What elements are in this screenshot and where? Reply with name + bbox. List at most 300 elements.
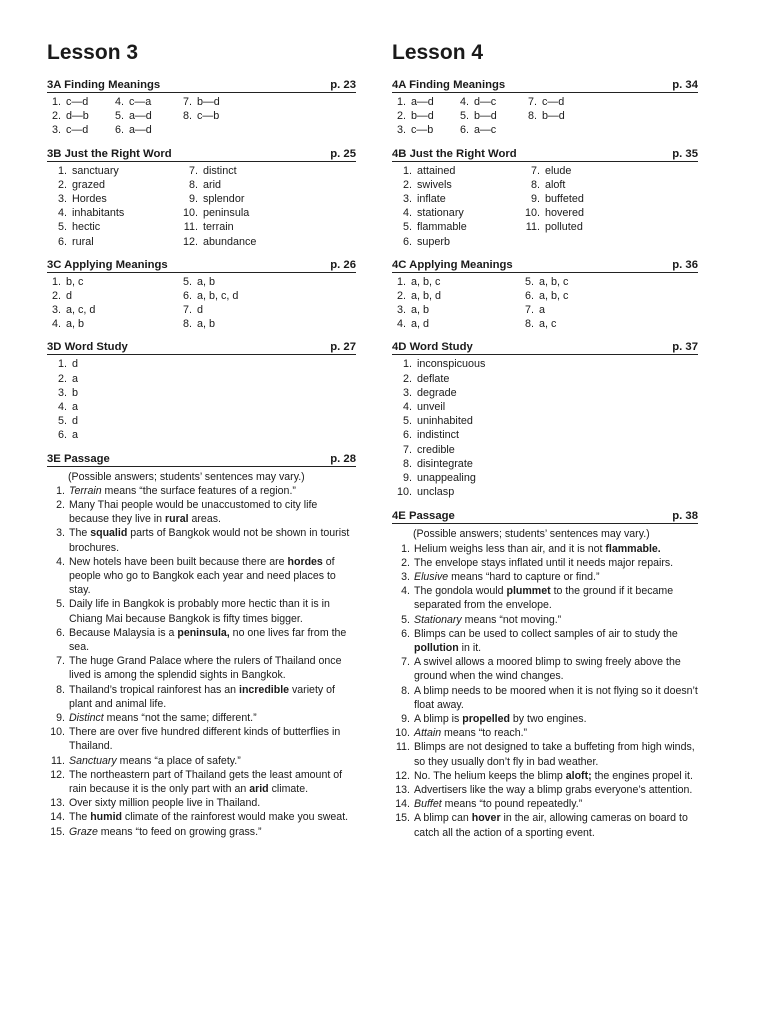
answer-text: A blimp needs to be moored when it is not flying so it doesn’t float away. [414,684,698,711]
answer-item [47,654,356,682]
answer-value: flammable [417,221,467,234]
page-reference: p. 28 [330,452,356,465]
answer-item [392,627,698,655]
answer-number: 9. [401,712,410,725]
answer-item [392,414,698,428]
answer-number: 8. [56,683,65,696]
answer-text: Thailand’s tropical rainforest has an incredible variety of plant and animal life. [69,683,335,710]
answer-number: 7. [524,304,534,317]
answer-item [392,386,698,400]
page-reference: p. 38 [672,510,698,523]
section-heading [392,339,698,355]
answer-text: Distinct means “not the same; different.” [69,712,257,725]
answer-item [178,192,356,206]
answer-item [523,95,593,109]
answer-value: d—c [474,96,497,108]
lesson-title: Lesson 4 [392,41,484,64]
answer-item [178,235,356,249]
passage-note: (Possible answers; students’ sentences may vary.) [413,528,650,541]
answer-number: 9. [56,712,65,725]
answer-grid [392,357,698,499]
answer-number: 7. [530,164,540,177]
answer-text: Graze means “to feed on growing grass.” [69,825,262,838]
answer-number: 3. [402,386,412,399]
answer-item [392,164,520,178]
answer-value: credible [417,443,455,456]
section-4b [392,146,698,249]
answer-number: 6. [182,289,192,302]
answer-item [392,303,520,317]
answer-number: 10. [395,727,410,740]
answer-item [47,95,110,109]
answer-value: uninhabited [417,415,473,428]
section-title: 3A Finding Meanings [47,79,161,91]
answer-number: 15. [395,812,410,825]
answer-item [392,726,698,740]
answer-item [392,357,698,371]
answer-number: 2. [57,372,67,385]
answer-number: 6. [114,124,124,137]
answer-text: Over sixty million people live in Thailand. [69,797,261,810]
answer-number: 4. [459,96,469,108]
answer-value: d [72,415,79,428]
answer-item [392,769,698,783]
answer-text: Blimps are not designed to take a buffeting from high winds, so they usually don’t fly in bad weather. [414,741,695,768]
answer-value: distinct [203,164,237,177]
answer-number: 14. [395,798,410,811]
answer-value: d [66,289,73,302]
answer-item [47,178,178,192]
answer-value: elude [545,164,572,177]
answer-number: 10. [524,207,540,220]
answer-number: 6. [56,626,65,639]
passage-note: (Possible answers; students’ sentences may vary.) [68,470,305,483]
answer-item [110,123,178,137]
answer-value: a, d [411,318,430,331]
answer-item [392,317,520,331]
answer-number: 4. [57,207,67,220]
answer-text: Terrain means “the surface features of a region.” [69,484,296,497]
answer-item [392,235,520,249]
answer-item [47,275,178,289]
answer-number: 11. [396,741,410,754]
answer-item [392,542,698,556]
answer-number: 5. [402,221,412,234]
answer-number: 1. [56,484,65,497]
lesson-4-column [392,40,698,840]
answer-number: 2. [51,289,61,302]
answer-item [47,498,356,526]
answer-number: 1. [57,164,67,177]
answer-item [392,289,520,303]
answer-number: 7. [182,96,192,108]
answer-number: 1. [396,275,406,288]
section-title: 3C Applying Meanings [47,258,168,271]
answer-item [47,825,356,839]
answer-value: a, b, c [539,289,569,302]
answer-item [520,275,698,289]
answer-item [178,109,248,123]
answer-grid [392,164,698,249]
answer-value: c—d [66,96,89,108]
answer-number: 15. [50,825,65,838]
answer-text: Many Thai people would be unaccustomed to city life because they live in rural areas. [69,498,318,526]
answer-value: terrain [203,221,234,234]
answer-item [392,109,455,123]
page-reference: p. 26 [330,258,356,271]
answer-item [392,457,698,471]
answer-item [178,289,356,303]
answer-number: 5. [182,275,192,288]
answer-number: 10. [50,726,65,739]
answer-item [392,471,698,485]
answer-number: 4. [57,401,67,413]
answer-number: 4. [402,207,412,220]
section-3b [47,146,356,249]
answer-number: 2. [401,556,410,569]
answer-item [392,95,455,109]
page-reference: p. 27 [330,341,356,354]
answer-item [47,123,110,137]
answer-item [47,400,356,414]
answer-item [47,428,356,442]
answer-text: The envelope stays inflated until it needs major repairs. [414,556,674,569]
section-4d [392,339,698,499]
answer-number: 12. [50,768,65,781]
answer-item [178,303,356,317]
answer-grid [392,275,698,332]
answer-item [392,428,698,442]
answer-item [47,386,356,400]
answer-number: 6. [57,429,67,442]
answer-number: 5. [57,221,67,234]
answer-item [47,683,356,711]
section-4e [392,508,698,839]
answer-number: 5. [56,598,65,611]
answer-number: 8. [188,178,198,191]
answer-item [178,275,356,289]
answer-value: c—b [411,124,434,137]
answer-item [392,655,698,683]
answer-value: degrade [417,386,457,399]
answer-number: 11. [51,754,65,767]
answer-value: arid [203,178,222,191]
answer-value: superb [417,235,451,248]
answer-number: 9. [402,471,412,484]
answer-item [392,192,520,206]
answer-text: New hotels have been built because there are hordes of people who go to Bangkok each year and need places to stay. [69,555,336,597]
answer-number: 4. [402,401,412,413]
section-4c [392,257,698,332]
answer-item [47,555,356,598]
answer-item [47,597,356,625]
answer-value: swivels [417,178,452,191]
answer-item [47,372,356,386]
answer-value: a, b, d [411,289,442,302]
answer-item [392,712,698,726]
answer-text: Sanctuary means “a place of safety.” [69,754,241,767]
answer-item [392,783,698,797]
answer-number: 12. [395,769,410,782]
answer-number: 4. [56,555,65,568]
answer-number: 2. [56,498,65,511]
answer-text: Buffet means “to pound repeatedly.” [414,798,583,811]
page-reference: p. 25 [330,147,356,160]
answer-item [455,109,523,123]
answer-item [47,303,178,317]
answer-number: 7. [56,655,65,668]
answer-value: attained [417,164,456,177]
answer-number: 3. [396,304,406,317]
section-title: 3B Just the Right Word [47,147,172,160]
answer-number: 8. [524,318,534,331]
answer-value: c—a [129,96,152,108]
answer-value: d [197,304,204,317]
answer-number: 8. [402,457,412,470]
answer-value: c—d [66,124,89,137]
section-heading [47,77,356,93]
answer-text: Attain means “to reach.” [414,727,528,740]
answer-number: 8. [182,110,192,123]
answer-number: 13. [395,783,410,796]
answer-number: 8. [401,684,410,697]
answer-number: 8. [182,318,192,331]
answer-number: 8. [527,110,537,123]
page-reference: p. 36 [672,258,698,271]
answer-value: stationary [417,207,464,220]
answer-text: The humid climate of the rainforest would make you sweat. [69,811,349,824]
answer-number: 2. [51,110,61,123]
answer-item [392,220,520,234]
answer-text: Advertisers like the way a blimp grabs everyone’s attention. [414,783,693,796]
answer-value: deflate [417,372,450,385]
answer-number: 5. [401,613,410,626]
answer-item [47,109,110,123]
answer-item [520,220,698,234]
answer-number: 2. [57,178,67,191]
answer-value: b—d [411,110,434,123]
answer-text: Elusive means “hard to capture or find.” [414,570,600,583]
answer-value: hovered [545,207,585,220]
answer-item [392,123,455,137]
answer-item [520,178,698,192]
answer-number: 3. [396,124,406,137]
answer-number: 13. [50,797,65,810]
answer-item [520,317,698,331]
answer-number: 3. [401,570,410,583]
answer-item [47,768,356,796]
answer-text: Daily life in Bangkok is probably more hectic than it is in Chiang Mai because Bangkok is fifty times bigger. [69,598,330,625]
answer-value: a—c [474,124,497,137]
answer-value: grazed [72,178,106,191]
answer-item [392,443,698,457]
passage-answers [47,470,356,839]
answer-number: 9. [188,192,198,205]
passage-answers [392,527,698,839]
answer-item [178,164,356,178]
answer-value: inhabitants [72,207,125,220]
answer-item [520,303,698,317]
answer-item [520,206,698,220]
answer-item [392,485,698,499]
answer-item [392,570,698,584]
page-reference: p. 23 [330,79,356,91]
answer-grid [47,275,356,332]
answer-value: c—d [542,96,565,108]
answer-item [47,711,356,725]
answer-number: 8. [530,178,540,191]
answer-text: A blimp can hover in the air, allowing cameras on board to catch all the action of a sporting event. [414,812,688,839]
answer-text: Stationary means “not moving.” [414,613,562,626]
answer-item [47,484,356,498]
answer-number: 7. [182,304,192,317]
answer-value: unveil [417,401,446,413]
answer-text: The northeastern part of Thailand gets the least amount of rain because it is the only part with an arid climate. [69,768,343,796]
section-heading [47,257,356,273]
answer-value: a, b, c, d [197,289,239,302]
answer-item [47,414,356,428]
answer-item [392,797,698,811]
answer-value: indistinct [417,429,460,442]
answer-item [47,725,356,753]
answer-item [455,123,523,137]
answer-value: disintegrate [417,457,473,470]
answer-number: 7. [401,656,410,669]
answer-value: a—d [129,124,152,137]
answer-number: 3. [56,527,65,540]
lesson-3-column [47,40,356,839]
answer-item [455,95,523,109]
answer-text: The squalid parts of Bangkok would not be shown in tourist brochures. [69,527,350,554]
answer-item [392,400,698,414]
answer-value: inconspicuous [417,358,486,371]
answer-value: b, c [66,275,84,288]
answer-value: a, b [197,275,216,288]
answer-value: a, b, c [411,275,441,288]
answer-item [47,206,178,220]
answer-item [110,95,178,109]
answer-value: a, b, c [539,275,569,288]
answer-item [178,220,356,234]
answer-value: b—d [542,110,565,123]
answer-number: 5. [459,110,469,123]
answer-item [392,372,698,386]
answer-value: a [72,372,79,385]
answer-number: 3. [51,124,61,137]
answer-value: a [539,304,546,317]
answer-text: A blimp is propelled by two engines. [414,712,587,725]
answer-number: 1. [396,96,406,108]
section-heading [392,146,698,162]
answer-number: 4. [396,318,406,331]
answer-value: rural [72,235,94,248]
answer-item [520,192,698,206]
section-3e [47,451,356,839]
answer-item [178,95,248,109]
answer-item [178,317,356,331]
answer-value: unclasp [417,486,455,499]
answer-number: 1. [401,542,410,555]
answer-number: 6. [402,235,412,248]
answer-number: 2. [402,372,412,385]
answer-value: a [72,401,79,413]
answer-value: a, b [411,304,430,317]
answer-text: There are over five hundred different kinds of butterflies in Thailand. [69,726,341,753]
answer-grid [47,357,356,442]
answer-number: 6. [524,289,534,302]
section-3c [47,257,356,332]
lesson-title: Lesson 3 [47,41,139,64]
page-reference: p. 35 [672,147,698,160]
section-title: 4B Just the Right Word [392,147,517,160]
answer-number: 3. [57,192,67,205]
answer-number: 5. [114,110,124,123]
page-reference: p. 34 [672,79,698,91]
answer-value: d—b [66,110,89,123]
answer-item [47,220,178,234]
answer-number: 10. [396,486,412,499]
answer-number: 6. [402,429,412,442]
section-heading [392,77,698,93]
answer-item [47,796,356,810]
answer-number: 3. [402,192,412,205]
answer-value: d [72,358,79,371]
section-title: 3D Word Study [47,341,128,354]
section-title: 4C Applying Meanings [392,258,513,271]
section-title: 4A Finding Meanings [392,79,506,91]
answer-item [110,109,178,123]
answer-item [47,626,356,654]
answer-number: 6. [459,124,469,137]
answer-value: b [72,386,79,399]
answer-item [392,584,698,612]
page-reference: p. 37 [672,341,698,354]
answer-item [47,289,178,303]
answer-item [178,178,356,192]
answer-value: c—b [197,110,220,123]
answer-item [47,235,178,249]
answer-number: 2. [396,289,406,302]
answer-number: 5. [57,415,67,428]
answer-value: sanctuary [72,164,119,177]
answer-number: 5. [402,415,412,428]
answer-value: a—d [129,110,152,123]
section-title: 4E Passage [392,510,455,523]
answer-number: 11. [183,221,198,234]
answer-item [47,754,356,768]
answer-item [392,613,698,627]
answer-number: 1. [57,358,67,371]
answer-value: buffeted [545,192,584,205]
answer-number: 1. [402,358,412,371]
section-heading [47,451,356,467]
answer-value: peninsula [203,207,250,220]
answer-value: a, c [539,318,557,331]
answer-value: a, b [66,318,85,331]
answer-item [392,556,698,570]
answer-number: 14. [50,811,65,824]
answer-value: a [72,429,79,442]
answer-number: 9. [530,192,540,205]
answer-value: a—d [411,96,434,108]
answer-number: 1. [402,164,412,177]
answer-value: a, b [197,318,216,331]
answer-value: aloft [545,178,566,191]
answer-value: b—d [474,110,497,123]
answer-item [520,289,698,303]
answer-number: 2. [402,178,412,191]
answer-text: The gondola would plummet to the ground if it became separated from the envelope. [414,585,674,612]
